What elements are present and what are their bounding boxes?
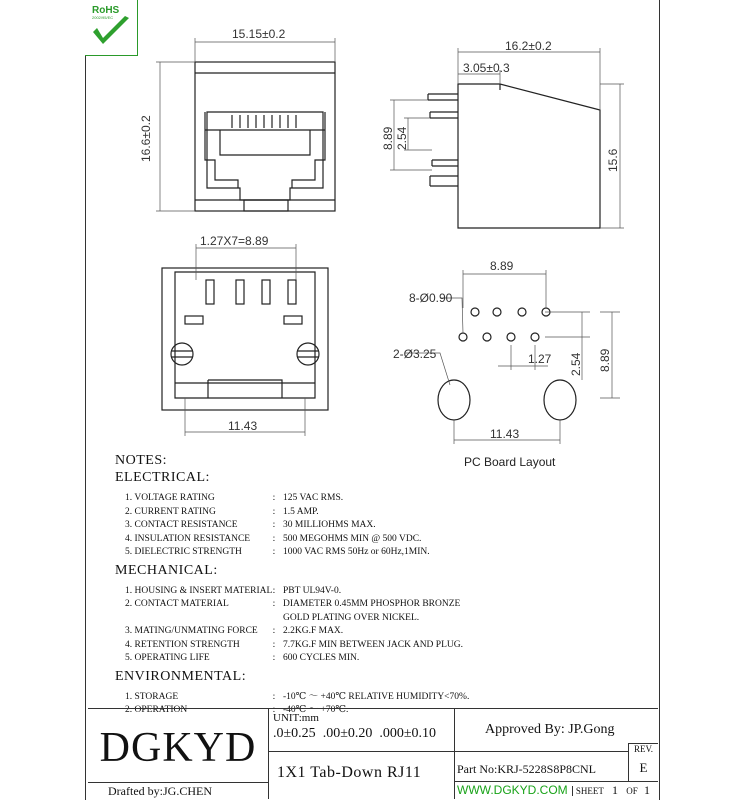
list-item: 1. VOLTAGE RATING : 125 VAC RMS.	[125, 493, 344, 503]
dim-pcb-mount: 2-Ø3.25	[393, 347, 437, 361]
list-item: 2. OPERATION : -40℃ ～ +70℃.	[125, 705, 349, 715]
bottom-view	[162, 268, 328, 410]
dim-side-height: 15.6	[606, 148, 620, 172]
dim-pcb-span: 11.43	[490, 427, 520, 441]
electrical-list	[115, 492, 635, 560]
dim-bottom-pitch: 1.27X7=8.89	[200, 234, 269, 248]
list-item: 2. CONTACT MATERIAL : DIAMETER 0.45MM PHOSPHOR BRONZE GOLD PLATING OVER NICKEL.	[125, 599, 461, 623]
front-view	[195, 62, 335, 211]
sheet-total: 1	[644, 783, 651, 797]
sheet-label: SHEET	[572, 786, 604, 796]
list-item: 3. CONTACT RESISTANCE : 30 MILLIOHMS MAX.	[125, 520, 376, 530]
part-number: Part No:KRJ-5228S8P8CNL	[454, 751, 628, 781]
website-link[interactable]: WWW.DGKYD.COM	[457, 783, 568, 797]
approved-by: Approved By: JP.Gong	[454, 709, 658, 751]
dim-pcb-pitch: 1.27	[528, 352, 552, 366]
list-item: 1. STORAGE : -10℃ ～ +40℃ RELATIVE HUMIDITY<70%.	[125, 691, 470, 702]
unit-label: UNIT:mm	[273, 712, 319, 724]
list-item: 4. RETENTION STRENGTH : 7.7KG.F MIN BETWEEN JACK AND PLUG.	[125, 639, 463, 650]
dim-side-depth: 16.2±0.2	[505, 39, 552, 53]
dim-pcb-holes: 8-Ø0.90	[409, 291, 453, 305]
tolerance-3: .000±0.10	[379, 726, 437, 741]
list-item: 4. INSULATION RESISTANCE : 500 MEGOHMS MIN @ 500 VDC.	[125, 533, 422, 544]
list-item: 1. HOUSING & INSERT MATERIAL : PBT UL94V-0.	[125, 585, 342, 596]
rohs-sub: 2002/95/EC	[92, 15, 114, 20]
tolerance-2: .00±0.20	[322, 726, 373, 741]
list-item: 5. OPERATING LIFE : 600 CYCLES MIN.	[125, 653, 360, 663]
notes-heading: NOTES:	[115, 453, 167, 468]
electrical-heading: ELECTRICAL:	[115, 470, 210, 485]
dim-pcb-width: 8.89	[490, 259, 514, 273]
company-logo: DGKYD	[99, 725, 257, 771]
rev-value: E	[639, 760, 648, 775]
drawing-title: 1X1 Tab-Down RJ11	[268, 751, 454, 799]
rev-label: REV.	[633, 744, 654, 754]
unit-cell	[268, 709, 454, 751]
rohs-title: RoHS	[92, 5, 120, 16]
list-item: 3. MATING/UNMATING FORCE : 2.2KG.F MAX.	[125, 626, 344, 636]
mechanical-list	[115, 585, 635, 666]
sheet-number: 1	[612, 783, 618, 797]
notes-section	[115, 452, 635, 718]
side-view	[428, 84, 600, 228]
tolerance-1: .0±0.25	[273, 726, 316, 741]
of-label: OF	[626, 786, 638, 796]
dim-front-width: 15.15±0.2	[232, 27, 286, 41]
dim-pcb-height: 8.89	[598, 348, 612, 372]
tolerances	[273, 726, 454, 742]
list-item: 5. DIELECTRIC STRENGTH : 1000 VAC RMS 50Hz or 60Hz,1MIN.	[125, 547, 430, 557]
revision-cell	[628, 743, 658, 781]
dim-front-height: 16.6±0.2	[139, 115, 153, 162]
dim-side-254: 2.54	[395, 126, 409, 150]
pcb-layout-title: PC Board Layout	[464, 455, 556, 469]
list-item: 2. CURRENT RATING : 1.5 AMP.	[125, 506, 319, 517]
pcb-layout	[438, 308, 576, 420]
sheet-cell	[454, 781, 658, 799]
dim-side-pin-offset: 3.05±0.3	[463, 61, 510, 75]
mechanical-heading: MECHANICAL:	[115, 562, 218, 578]
dim-bottom-width: 11.43	[228, 419, 258, 433]
drafted-by: Drafted by:JG.CHEN	[88, 782, 268, 799]
dim-pcb-254: 2.54	[569, 352, 583, 376]
title-block	[88, 708, 658, 799]
dim-side-889: 8.89	[381, 126, 395, 150]
environmental-heading: ENVIRONMENTAL:	[115, 668, 247, 684]
